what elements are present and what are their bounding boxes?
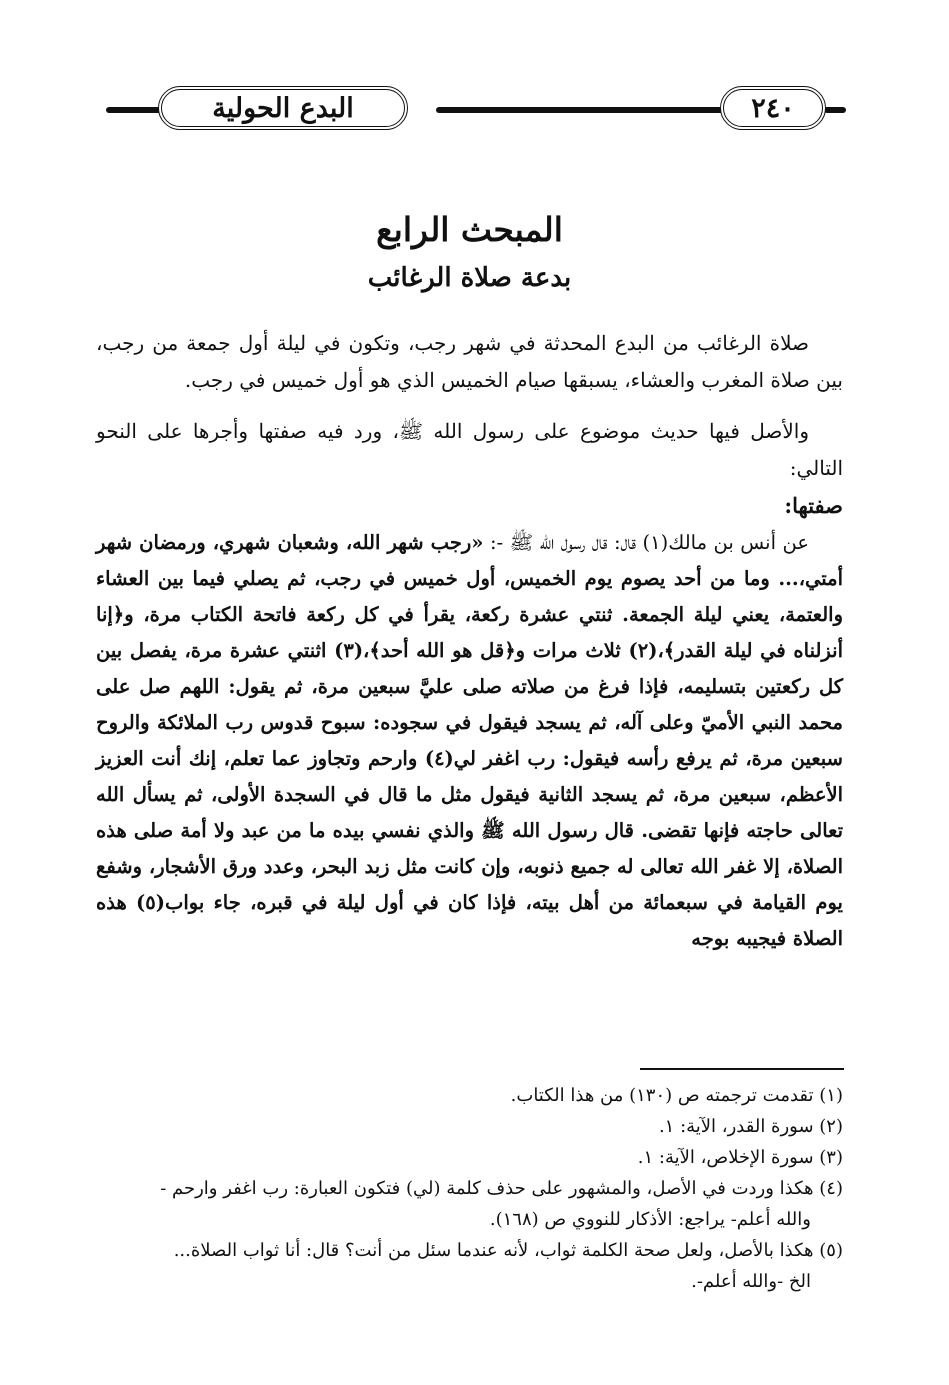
footnote-5: (٥) هكذا بالأصل، ولعل صحة الكلمة ثواب، لأنه عندما سئل من أنت؟ قال: أنا ثواب الصلاة... الخ -والله أعلم-.: [173, 1240, 843, 1292]
header-rule-middle: [436, 107, 754, 113]
page-header: [98, 78, 848, 140]
subsection-title: صفتها:: [784, 493, 843, 518]
header-rule-right: [824, 107, 846, 113]
footnote-1: (١) تقدمت ترجمته ص (١٣٠) من هذا الكتاب.: [510, 1085, 843, 1106]
footnote-divider: [640, 1068, 844, 1070]
page-number: ٢٤٠: [720, 86, 826, 130]
footnote-2: (٢) سورة القدر، الآية: ١.: [658, 1116, 843, 1137]
section-subheading: بدعة صلاة الرغائب: [367, 263, 572, 293]
footnote-4: (٤) هكذا وردت في الأصل، والمشهور على حذف كلمة (لي) فتكون العبارة: رب اغفر وارحم - والله أعلم- يراجع: الأذكار للنووي ص (١٦٨).: [160, 1178, 843, 1230]
paragraph-intro: صلاة الرغائب من البدع المحدثة في شهر رجب، وتكون في ليلة أول جمعة من رجب، بين صلاة المغرب والعشاء، يسبقها صيام الخميس الذي هو أول خميس في رجب.: [96, 331, 843, 392]
book-title: البدع الحولية: [158, 86, 408, 130]
paragraph-origin: والأصل فيها حديث موضوع على رسول الله ﷺ، ورد فيه صفتها وأجرها على النحو التالي:: [96, 419, 843, 480]
footnote-3: (٣) سورة الإخلاص، الآية: ١.: [637, 1147, 843, 1168]
footnotes: [96, 1080, 843, 1297]
hadith-text: «رجب شهر الله، وشعبان شهري، ورمضان شهر أمتي،... وما من أحد يصوم يوم الخميس، أول خميس في رجب، ثم يصلي فيما بين العشاء والعتمة، يعني ليلة الجمعة. ثنتي عشرة ركعة، يقرأ في كل ركعة فاتحة الكتاب مرة، و﴿إنا أنزلناه في ليلة القدر﴾،(٢) ثلاث مرات و﴿قل هو الله أحد﴾،(٣) اثنتي عشرة مرة، يفصل بين كل ركعتين بتسليمه، فإذا فرغ من صلاته صلى عليَّ سبعين مرة، ثم يقول: اللهم صل على محمد النبي الأميّ وعلى آله، ثم يسجد فيقول في سجوده: سبوح قدوس رب الملائكة والروح سبعين مرة، ثم يرفع رأسه فيقول: رب اغفر لي(٤) وارحم وتجاوز عما تعلم، إنك أنت العزيز الأعظم، سبعين مرة، ثم يسجد الثانية فيقول مثل ما قال في السجدة الأولى، ثم يسأل الله تعالى حاجته فإنها تقضى. قال رسول الله ﷺ والذي نفسي بيده ما من عبد ولا أمة صلى هذه الصلاة، إلا غفر الله تعالى له جميع ذنوبه، وإن كانت مثل زبد البحر، وعدد ورق الأشجار، وشفع يوم القيامة في سبعمائة من أهل بيته، فإذا كان في أول ليلة في قبره، جاء بواب(٥) هذه الصلاة فيجيبه بوجه: [96, 531, 843, 950]
main-content: [96, 205, 843, 957]
hadith-paragraph: [96, 525, 843, 957]
section-heading: المبحث الرابع: [376, 210, 563, 249]
hadith-intro: عن أنس بن مالك(١) قال: قال رسول الله ﷺ -:: [489, 531, 809, 554]
